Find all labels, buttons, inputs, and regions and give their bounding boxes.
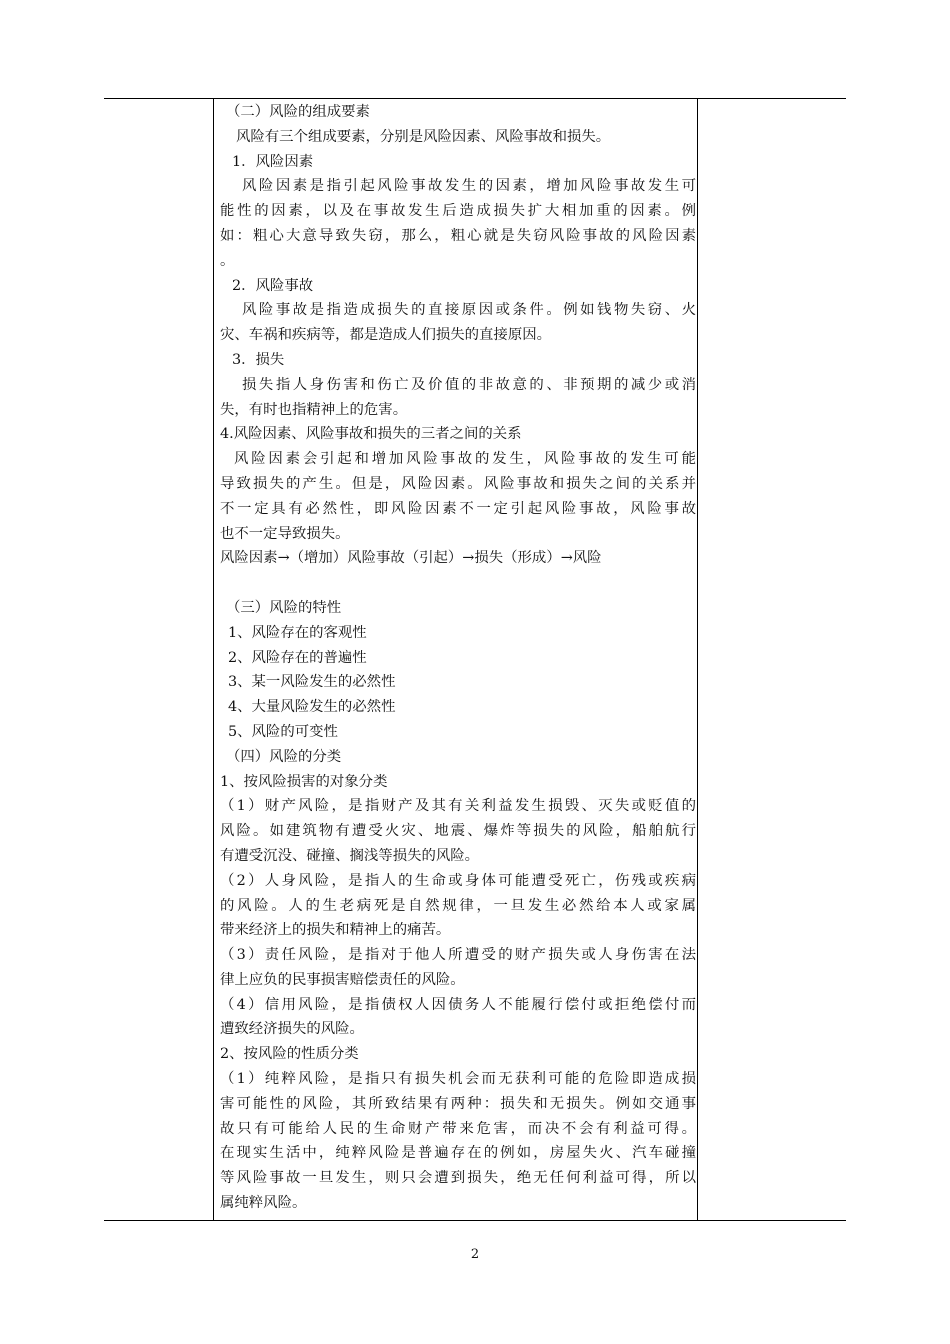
text-line: 1、风险存在的客观性 (228, 624, 367, 641)
text-line: 风险有三个组成要素，分别是风险因素、风险事故和损失。 (236, 128, 611, 145)
text-line: 风险因素是指引起风险事故发生的因素，增加风险事故发生可 (242, 178, 696, 195)
text-line (220, 571, 696, 596)
text-line: 风险因素会引起和增加风险事故的发生，风险事故的发生可能 (234, 451, 696, 468)
text-line: （2）人身风险，是指人的生命或身体可能遭受死亡，伤残或疾病 (220, 872, 696, 889)
text-line: （3）责任风险，是指对于他人所遭受的财产损失或人身伤害在法 (220, 947, 696, 964)
text-line: 带来经济上的损失和精神上的痛苦。 (220, 922, 451, 939)
text-line: 的风险。人的生老病死是自然规律，一旦发生必然给本人或家属 (220, 897, 696, 914)
table-left-divider (213, 99, 214, 1220)
text-line: 4、大量风险发生的必然性 (228, 699, 396, 716)
text-line: （4）信用风险，是指债权人因债务人不能履行偿付或拒绝偿付而 (220, 996, 696, 1013)
text-line: 不一定具有必然性，即风险因素不一定引起风险事故，风险事故 (220, 500, 696, 517)
text-line: 有遭受沉没、碰撞、搁浅等损失的风险。 (220, 847, 480, 864)
table-content-cell (220, 100, 696, 1216)
text-line: 1．风险因素 (232, 153, 314, 170)
text-line: 5、风险的可变性 (228, 723, 338, 740)
text-line: 属纯粹风险。 (220, 1195, 307, 1212)
text-line: 故只有可能给人民的生命财产带来危害，而决不会有利益可得。 (220, 1120, 696, 1137)
text-line: 3．损失 (232, 351, 285, 368)
text-line: 风险因素→（增加）风险事故（引起）→损失（形成）→风险 (220, 550, 602, 567)
text-line: 在现实生活中，纯粹风险是普遍存在的例如，房屋失火、汽车碰撞 (220, 1145, 696, 1162)
text-line: 风险。如建筑物有遭受火灾、地震、爆炸等损失的风险，船舶航行 (220, 823, 696, 840)
text-line: 如：粗心大意导致失窃，那么，粗心就是失窃风险事故的风险因素 (220, 227, 696, 244)
text-line: 灾、车祸和疾病等，都是造成人们损失的直接原因。 (220, 327, 551, 344)
table-right-divider (697, 99, 698, 1220)
text-line: （二）风险的组成要素 (226, 104, 370, 120)
text-line: 遭致经济损失的风险。 (220, 1021, 364, 1038)
text-line: （四）风险的分类 (226, 748, 342, 765)
text-line: 损失指人身伤害和伤亡及价值的非故意的、非预期的减少或消 (242, 376, 696, 393)
text-line: 律上应负的民事损害赔偿责任的风险。 (220, 971, 465, 988)
text-line: 。 (220, 252, 235, 269)
text-line: （1）纯粹风险，是指只有损失机会而无获利可能的危险即造成损 (220, 1071, 696, 1088)
text-line: 1、按风险损害的对象分类 (220, 773, 388, 790)
page-number: 2 (470, 1247, 480, 1262)
text-line: 3、某一风险发生的必然性 (228, 674, 396, 691)
text-line: 也不一定导致损失。 (220, 525, 350, 542)
text-line: 2、按风险的性质分类 (220, 1046, 359, 1063)
text-line: （三）风险的特性 (226, 599, 342, 616)
text-line: 能性的因素，以及在事故发生后造成损失扩大相加重的因素。例 (220, 203, 696, 220)
text-line: 等风险事故一旦发生，则只会遭到损失，绝无任何利益可得，所以 (220, 1170, 696, 1187)
text-line: （1）财产风险，是指财产及其有关利益发生损毁、灭失或贬值的 (220, 798, 696, 815)
text-line: 2、风险存在的普遍性 (228, 649, 367, 666)
text-line: 风险事故是指造成损失的直接原因或条件。例如钱物失窃、火 (242, 302, 696, 319)
text-line: 失，有时也指精神上的危害。 (220, 401, 408, 418)
text-line: 4.风险因素、风险事故和损失的三者之间的关系 (220, 426, 522, 443)
document-table (104, 98, 846, 1221)
text-line: 导致损失的产生。但是，风险因素。风险事故和损失之间的关系并 (220, 475, 696, 492)
text-line: 害可能性的风险，其所致结果有两种：损失和无损失。例如交通事 (220, 1095, 696, 1112)
text-line: 2．风险事故 (232, 277, 314, 294)
